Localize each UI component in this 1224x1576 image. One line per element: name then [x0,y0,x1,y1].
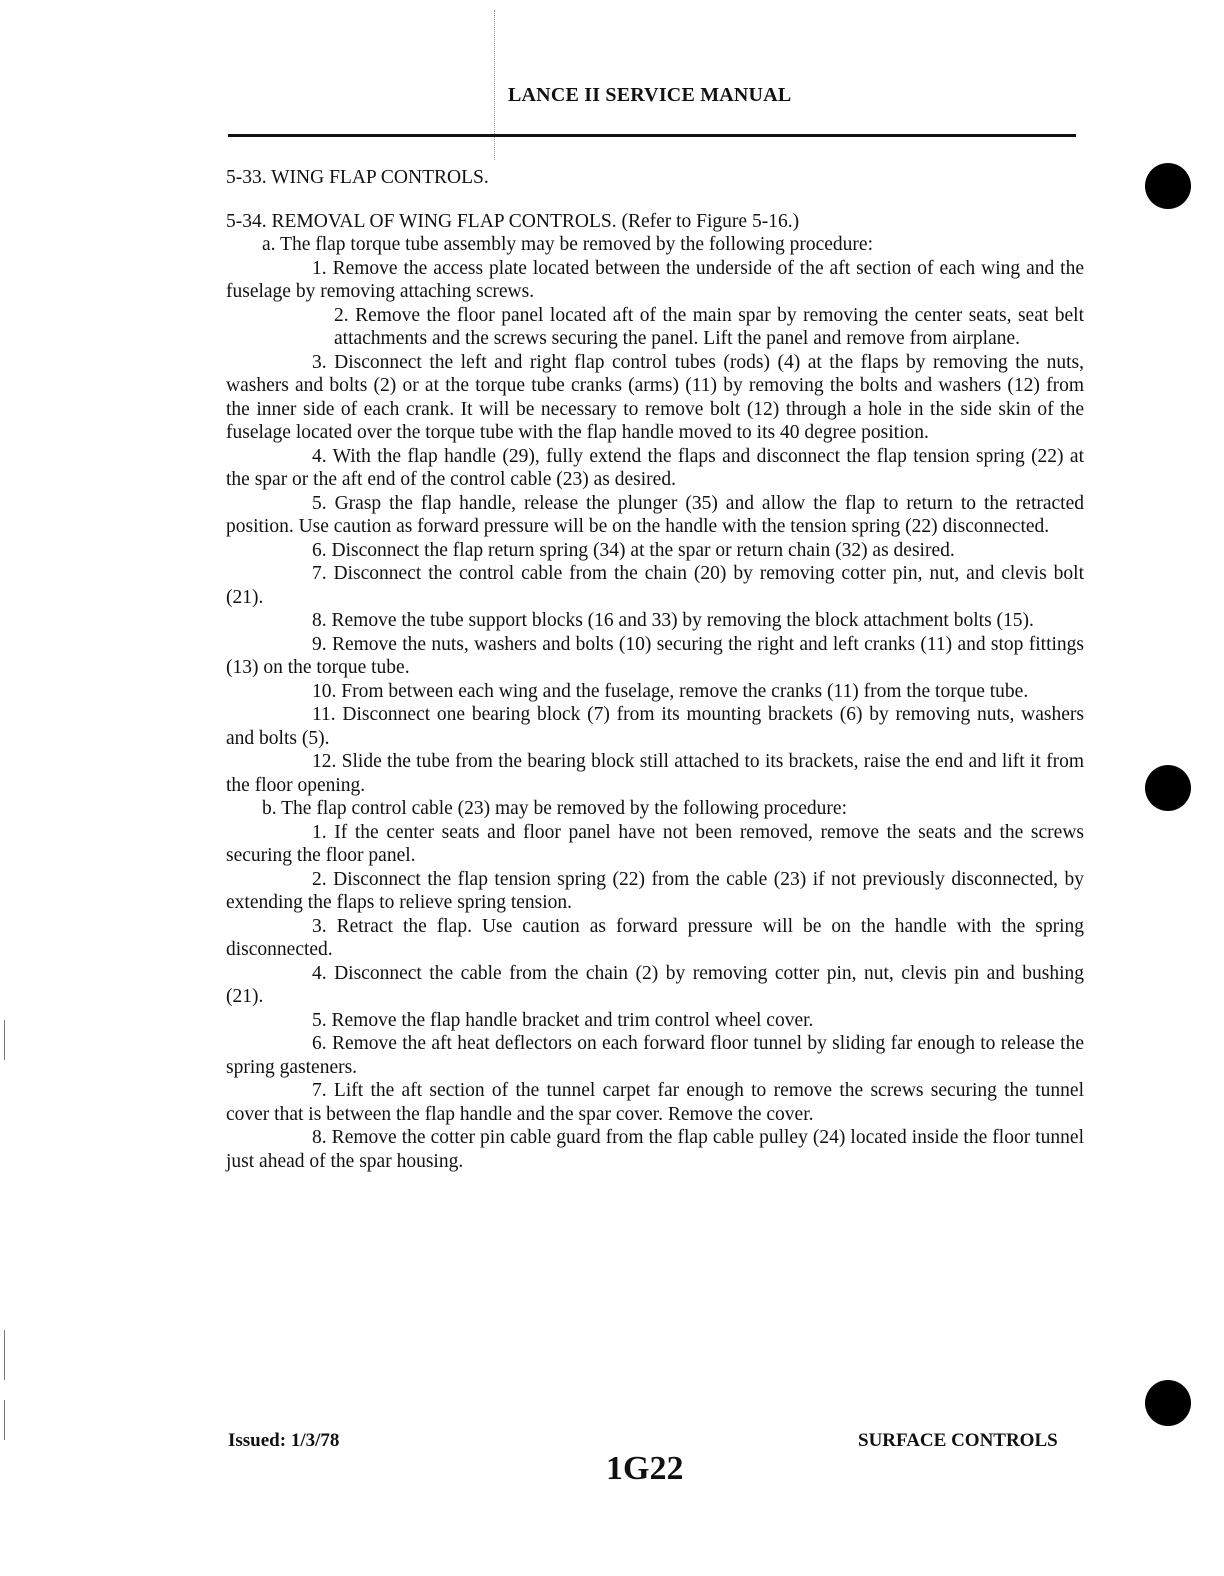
fold-line [494,10,495,160]
procedure-step: 4. Disconnect the cable from the chain (2) by removing cotter pin, nut, clevis pin and bushing (21). [226,962,1084,1007]
procedure-step: 6. Remove the aft heat deflectors on each forward floor tunnel by sliding far enough to release the spring gasteners. [226,1033,1084,1078]
procedure-step: 8. Remove the tube support blocks (16 and 33) by removing the block attachment bolts (15). [312,610,1034,631]
procedure-step: 5. Remove the flap handle bracket and trim control wheel cover. [312,1009,814,1031]
procedure-b-intro: b. The flap control cable (23) may be removed by the following procedure: [262,798,847,819]
scan-margin-mark [4,1330,5,1380]
procedure-step: 7. Lift the aft section of the tunnel carpet far enough to remove the screws securing the tunnel cover that is between the flap handle and the spar cover. Remove the cover. [226,1080,1084,1125]
procedure-step: 5. Grasp the flap handle, release the plunger (35) and allow the flap to return to the retracted position. Use caution as forward pressure will be on the handle with the tension spring (22) disconnected. [226,492,1084,537]
procedure-step: 3. Disconnect the left and right flap control tubes (rods) (4) at the flaps by removing the nuts, washers and bolts (2) or at the torque tube cranks (arms) (11) by removing the bolts and washers (12) from the inner side of each crank. It will be necessary to remove bolt (12) through a hole in the side skin of the fuselage located over the torque tube with the flap handle moved to its 40 degree position. [226,351,1084,443]
procedure-step: 4. With the flap handle (29), fully extend the flaps and disconnect the flap tension spring (22) at the spar or the aft end of the control cable (23) as desired. [226,445,1084,490]
issued-date: Issued: 1/3/78 [228,1430,340,1451]
scan-margin-mark [4,1020,5,1060]
punch-hole-bottom [1145,1380,1191,1426]
procedure-step: 12. Slide the tube from the bearing block still attached to its brackets, raise the end and lift it from the floor opening. [226,751,1084,796]
punch-hole-middle [1145,765,1191,811]
punch-hole-top [1145,163,1191,209]
procedure-step: 3. Retract the flap. Use caution as forward pressure will be on the handle with the spring disconnected. [226,915,1084,960]
body-text [226,166,1084,1173]
procedure-a-intro: a. The flap torque tube assembly may be removed by the following procedure: [262,234,873,255]
header-rule [228,134,1076,137]
procedure-step: 11. Disconnect one bearing block (7) from its mounting brackets (6) by removing nuts, washers and bolts (5). [226,704,1084,749]
procedure-step: 2. Remove the floor panel located aft of the main spar by removing the center seats, seat belt attachments and the screws securing the panel. Lift the panel and remove from airplane. [334,304,1084,349]
procedure-step: 6. Disconnect the flap return spring (34) at the spar or return chain (32) as desired. [312,539,955,561]
page-code: 1G22 [606,1450,684,1487]
section-name: SURFACE CONTROLS [858,1430,1058,1451]
section-title: 5-33. WING FLAP CONTROLS. [226,167,489,188]
procedure-step: 7. Disconnect the control cable from the chain (20) by removing cotter pin, nut, and clevis bolt (21). [226,563,1084,608]
subsection-title: 5-34. REMOVAL OF WING FLAP CONTROLS. (Refer to Figure 5-16.) [226,210,800,232]
page-header-title: LANCE II SERVICE MANUAL [508,84,792,106]
procedure-step: 9. Remove the nuts, washers and bolts (10) securing the right and left cranks (11) and stop fittings (13) on the torque tube. [226,633,1084,678]
procedure-step: 1. If the center seats and floor panel have not been removed, remove the seats and the screws securing the floor panel. [226,821,1084,866]
procedure-step: 2. Disconnect the flap tension spring (22) from the cable (23) if not previously disconnected, by extending the flaps to relieve spring tension. [226,868,1084,913]
procedure-step: 8. Remove the cotter pin cable guard from the flap cable pulley (24) located inside the floor tunnel just ahead of the spar housing. [226,1127,1084,1172]
procedure-step: 10. From between each wing and the fuselage, remove the cranks (11) from the torque tube. [312,680,1029,702]
procedure-step: 1. Remove the access plate located between the underside of the aft section of each wing and the fuselage by removing attaching screws. [226,257,1084,302]
scan-margin-mark [4,1400,5,1440]
